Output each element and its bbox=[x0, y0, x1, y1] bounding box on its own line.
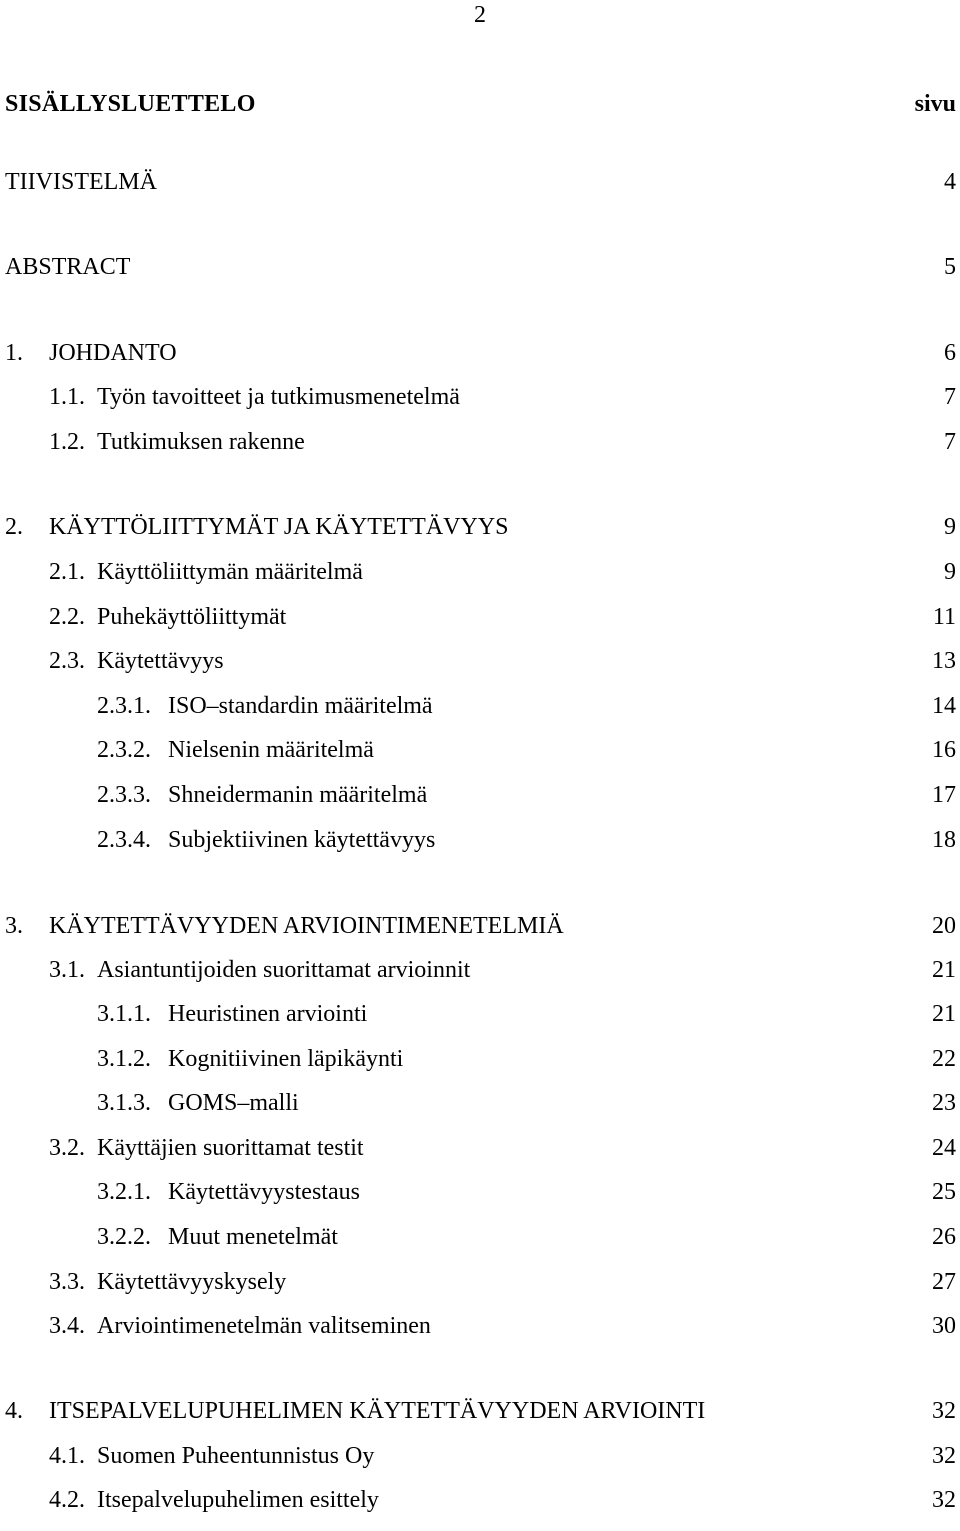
toc-entry-title: Arviointimenetelmän valitseminen bbox=[97, 1313, 431, 1339]
toc-entry-page: 11 bbox=[932, 604, 956, 630]
toc-entry-title: Puhekäyttöliittymät bbox=[97, 604, 287, 630]
toc-entry-number: 2.3. bbox=[49, 648, 85, 674]
toc-entry-title: GOMS–malli bbox=[168, 1090, 299, 1116]
toc-entry bbox=[0, 1396, 960, 1426]
toc-entry bbox=[0, 735, 960, 765]
toc-entry-title: ISO–standardin määritelmä bbox=[168, 693, 433, 719]
toc-entry bbox=[0, 252, 960, 282]
toc-entry bbox=[0, 691, 960, 721]
toc-entry-page: 9 bbox=[944, 514, 956, 540]
toc-entry-number: 4. bbox=[5, 1398, 23, 1424]
toc-entry-page: 22 bbox=[932, 1046, 956, 1072]
toc-entry-title: Muut menetelmät bbox=[168, 1224, 338, 1250]
toc-entry-page: 7 bbox=[944, 429, 956, 455]
toc-entry-title: Subjektiivinen käytettävyys bbox=[168, 827, 436, 853]
toc-entry-page: 18 bbox=[932, 827, 956, 853]
toc-entry-page: 30 bbox=[932, 1313, 956, 1339]
toc-entry bbox=[0, 1441, 960, 1471]
toc-entry-number: 2.3.2. bbox=[97, 737, 151, 763]
toc-entry-page: 24 bbox=[932, 1135, 956, 1161]
toc-entry-page: 9 bbox=[944, 559, 956, 585]
toc-entry-title: Käyttäjien suorittamat testit bbox=[97, 1135, 364, 1161]
toc-entry bbox=[0, 1267, 960, 1297]
toc-entry-number: 2.1. bbox=[49, 559, 85, 585]
toc-entry bbox=[0, 602, 960, 632]
toc-heading: SISÄLLYSLUETTELO bbox=[5, 91, 256, 117]
toc-entry-title: KÄYTETTÄVYYDEN ARVIOINTIMENETELMIÄ bbox=[49, 913, 564, 939]
toc-entry-number: 3. bbox=[5, 913, 23, 939]
toc-entry-number: 4.2. bbox=[49, 1487, 85, 1513]
toc-entry-number: 3.4. bbox=[49, 1313, 85, 1339]
toc-entry bbox=[0, 1177, 960, 1207]
toc-entry-title: JOHDANTO bbox=[49, 340, 177, 366]
toc-entry-title: Työn tavoitteet ja tutkimusmenetelmä bbox=[97, 384, 460, 410]
page-number: 2 bbox=[474, 2, 486, 28]
toc-entry bbox=[0, 999, 960, 1029]
toc-entry-page: 14 bbox=[932, 693, 956, 719]
toc-entry bbox=[0, 427, 960, 457]
toc-entry-number: 3.1. bbox=[49, 957, 85, 983]
toc-entry-page: 21 bbox=[932, 957, 956, 983]
toc-entry-title: Kognitiivinen läpikäynti bbox=[168, 1046, 404, 1072]
toc-entry bbox=[0, 955, 960, 985]
toc-entry-page: 4 bbox=[944, 169, 956, 195]
page-column-label: sivu bbox=[914, 91, 956, 117]
toc-entry-page: 26 bbox=[932, 1224, 956, 1250]
toc-entry-number: 3.1.2. bbox=[97, 1046, 151, 1072]
toc-entry-number: 2.3.3. bbox=[97, 782, 151, 808]
toc-entry-page: 17 bbox=[932, 782, 956, 808]
toc-entry-title: TIIVISTELMÄ bbox=[5, 169, 157, 195]
toc-entry-number: 1.2. bbox=[49, 429, 85, 455]
toc-entry-title: Shneidermanin määritelmä bbox=[168, 782, 428, 808]
toc-entry-page: 6 bbox=[944, 340, 956, 366]
toc-entry-number: 4.1. bbox=[49, 1443, 85, 1469]
toc-entry bbox=[0, 911, 960, 941]
toc-entry bbox=[0, 382, 960, 412]
toc-entry-page: 32 bbox=[932, 1398, 956, 1424]
toc-entry-page: 16 bbox=[932, 737, 956, 763]
toc-entry bbox=[0, 825, 960, 855]
toc-entry-number: 3.2.2. bbox=[97, 1224, 151, 1250]
toc-entry bbox=[0, 1133, 960, 1163]
toc-entry-page: 23 bbox=[932, 1090, 956, 1116]
toc-entry-title: ABSTRACT bbox=[5, 254, 131, 280]
toc-entry bbox=[0, 557, 960, 587]
toc-entry bbox=[0, 1485, 960, 1515]
toc-entry-title: Heuristinen arviointi bbox=[168, 1001, 368, 1027]
toc-entry-number: 2.3.1. bbox=[97, 693, 151, 719]
toc-entry-number: 1.1. bbox=[49, 384, 85, 410]
toc-entry-number: 3.1.3. bbox=[97, 1090, 151, 1116]
toc-entry-page: 7 bbox=[944, 384, 956, 410]
toc-entry-number: 3.2.1. bbox=[97, 1179, 151, 1205]
toc-entry-title: KÄYTTÖLIITTYMÄT JA KÄYTETTÄVYYS bbox=[49, 514, 509, 540]
toc-entry-title: Itsepalvelupuhelimen esittely bbox=[97, 1487, 379, 1513]
toc-entry-page: 13 bbox=[932, 648, 956, 674]
toc-entry-number: 1. bbox=[5, 340, 23, 366]
toc-entry bbox=[0, 1088, 960, 1118]
toc-entry-number: 2.3.4. bbox=[97, 827, 151, 853]
toc-entry-title: ITSEPALVELUPUHELIMEN KÄYTETTÄVYYDEN ARVIOINTI bbox=[49, 1398, 706, 1424]
toc-entry-number: 3.2. bbox=[49, 1135, 85, 1161]
toc-entry-page: 27 bbox=[932, 1269, 956, 1295]
toc-entry-page: 32 bbox=[932, 1443, 956, 1469]
toc-entry bbox=[0, 1222, 960, 1252]
toc-entry bbox=[0, 646, 960, 676]
toc-entry-page: 5 bbox=[944, 254, 956, 280]
toc-entry-title: Käyttöliittymän määritelmä bbox=[97, 559, 363, 585]
toc-entry-page: 25 bbox=[932, 1179, 956, 1205]
toc-entry-number: 2. bbox=[5, 514, 23, 540]
toc-entry-number: 2.2. bbox=[49, 604, 85, 630]
toc-entry bbox=[0, 338, 960, 368]
toc-entry-title: Suomen Puheentunnistus Oy bbox=[97, 1443, 375, 1469]
toc-entry-number: 3.1.1. bbox=[97, 1001, 151, 1027]
toc-entry bbox=[0, 1311, 960, 1341]
toc-entry-page: 32 bbox=[932, 1487, 956, 1513]
toc-entry-title: Käytettävyys bbox=[97, 648, 224, 674]
toc-entry bbox=[0, 1044, 960, 1074]
toc-entry-page: 21 bbox=[932, 1001, 956, 1027]
toc-entry-number: 3.3. bbox=[49, 1269, 85, 1295]
toc-entry-title: Asiantuntijoiden suorittamat arvioinnit bbox=[97, 957, 471, 983]
toc-entry-title: Tutkimuksen rakenne bbox=[97, 429, 305, 455]
toc-entry bbox=[0, 167, 960, 197]
toc-entry-title: Nielsenin määritelmä bbox=[168, 737, 374, 763]
toc-entry-title: Käytettävyyskysely bbox=[97, 1269, 287, 1295]
toc-entry-page: 20 bbox=[932, 913, 956, 939]
toc-entry bbox=[0, 512, 960, 542]
toc-entry bbox=[0, 780, 960, 810]
toc-entry-title: Käytettävyystestaus bbox=[168, 1179, 360, 1205]
